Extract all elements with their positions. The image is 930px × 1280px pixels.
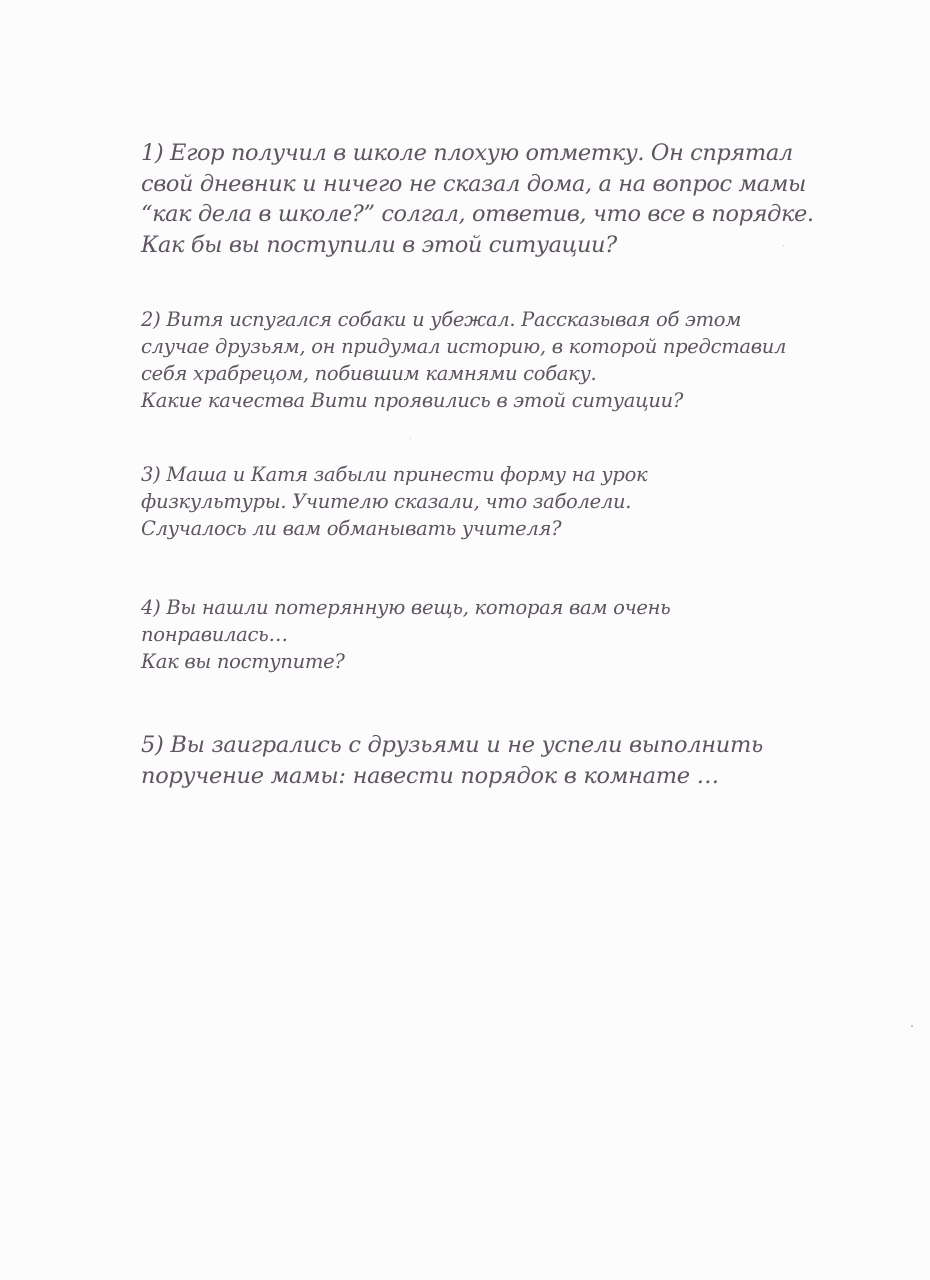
question-1-line-2: свой дневник и ничего не сказал дома, а на вопрос мамы [141,170,806,197]
question-4-line-1: 4) Вы нашли потерянную вещь, которая вам очень [141,596,671,619]
question-3 [141,461,881,542]
question-2 [141,306,881,414]
question-2-line-3: себя храбрецом, побившим камнями собаку. [141,362,597,385]
question-5-line-1: 5) Вы заигрались с друзьями и не успели выполнить [141,732,763,758]
question-5 [141,730,881,792]
question-4 [141,594,881,675]
question-3-line-1: 3) Маша и Катя забыли принести форму на урок [141,463,648,486]
question-1-line-3: “как дела в школе?” солгал, ответив, что все в порядке. [141,201,814,227]
scan-speck [783,245,784,246]
question-3-line-3: Случалось ли вам обманывать учителя? [141,517,562,540]
question-1-line-1: 1) Егор получил в школе плохую отметку. Он спрятал [141,140,793,166]
question-4-line-3: Как вы поступите? [141,650,345,673]
scan-speck [911,1025,913,1027]
question-1-line-4: Как бы вы поступили в этой ситуации? [141,231,617,258]
question-3-line-2: физкультуры. Учителю сказали, что заболели. [141,490,632,513]
question-1 [141,138,881,260]
question-4-line-2: понравилась… [141,623,288,646]
question-2-line-1: 2) Витя испугался собаки и убежал. Рассказывая об этом [141,308,742,331]
scan-speck [410,438,411,439]
question-2-line-2: случае друзьям, он придумал историю, в которой представил [141,335,787,358]
question-5-line-2: поручение мамы: навести порядок в комнате … [141,763,719,789]
question-2-line-4: Какие качества Вити проявились в этой ситуации? [141,389,684,412]
